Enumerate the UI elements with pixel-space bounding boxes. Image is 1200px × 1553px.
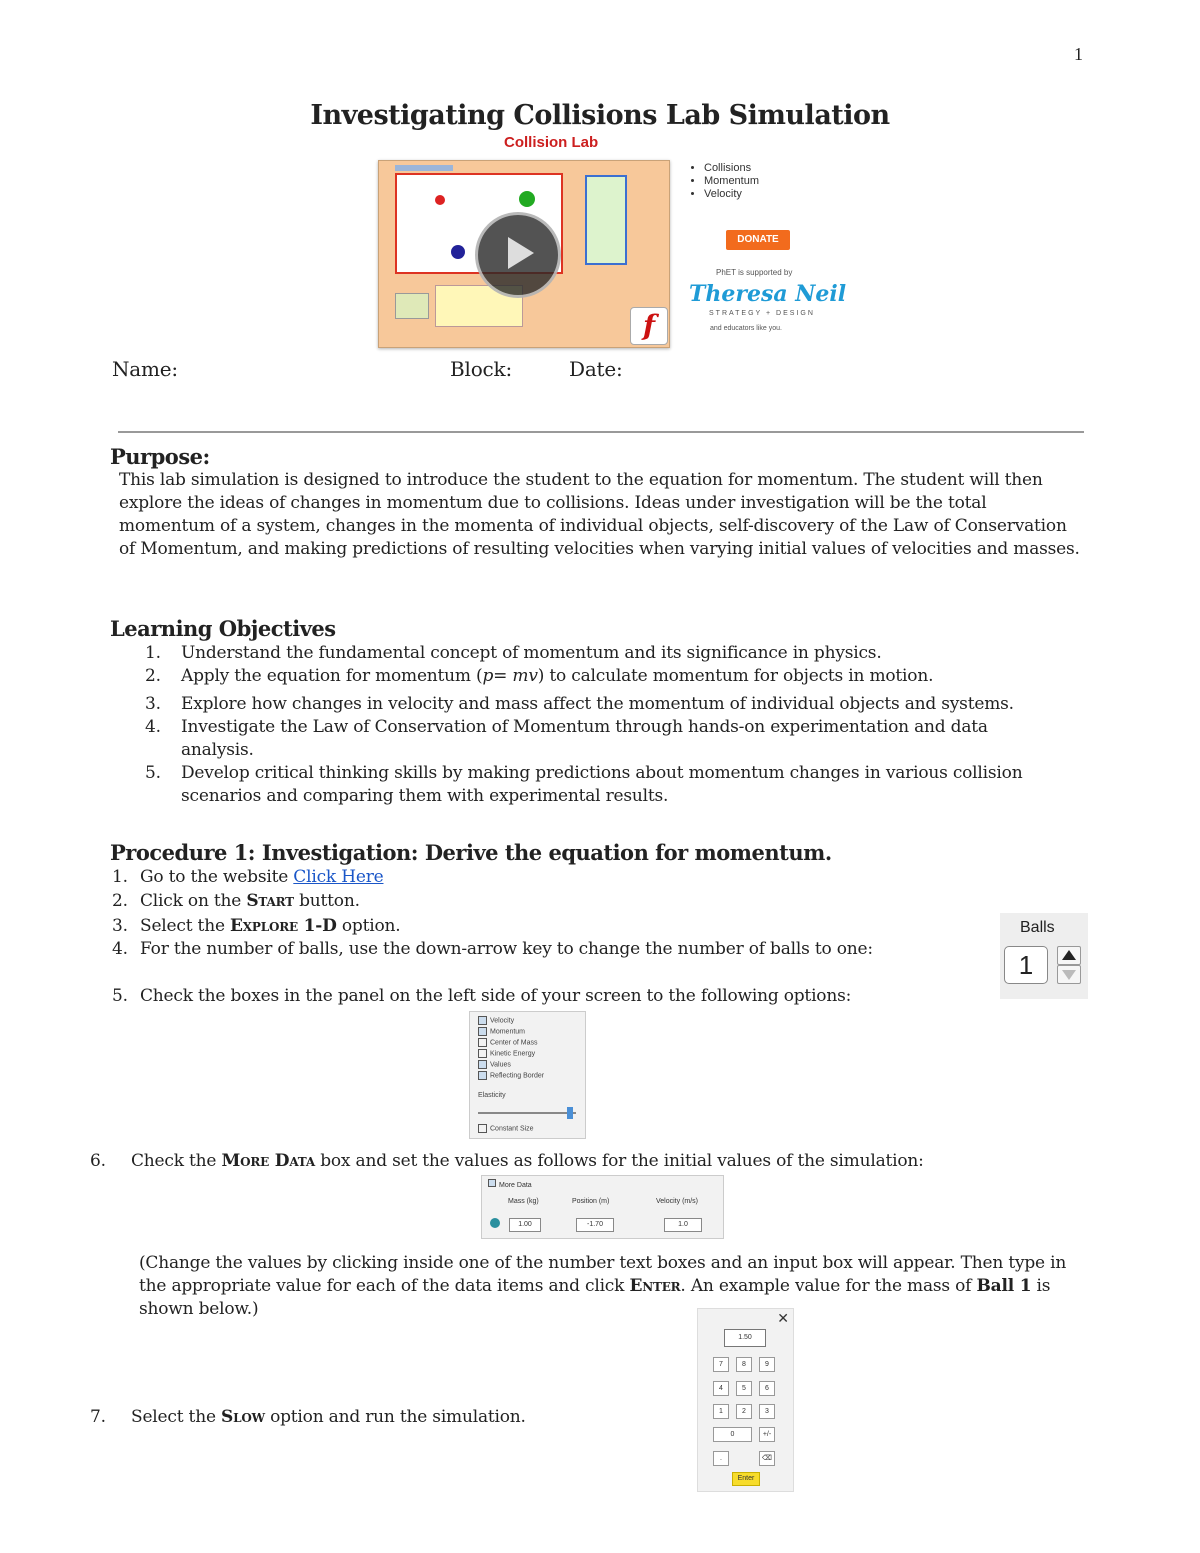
sponsor-tagline: STRATEGY + DESIGN xyxy=(709,310,815,317)
enter-button[interactable]: Enter xyxy=(732,1472,760,1486)
balls-label: Balls xyxy=(1020,919,1055,936)
video-play-button[interactable] xyxy=(475,212,561,298)
step-number: 7. xyxy=(90,1407,106,1427)
step-text: For the number of balls, use the down-arrow key to change the number of balls to one: xyxy=(140,939,873,959)
col-position: Position (m) xyxy=(572,1198,610,1205)
objective-text: Develop critical thinking skills by making predictions about momentum changes in various collision scenarios and comparing them with experimental results. xyxy=(181,763,1023,806)
sponsor-logo: Theresa Neil xyxy=(689,281,847,307)
sim-topics-list xyxy=(690,162,759,201)
sim-topic: • Velocity xyxy=(704,188,759,201)
options-panel-screenshot: Velocity Momentum Center of Mass Kinetic Energy Values Reflecting Border Elasticity Constant Size xyxy=(469,1011,586,1139)
step-number: 4. xyxy=(112,939,128,959)
objective-number: 5. xyxy=(145,763,161,783)
velocity-input[interactable]: 1.0 xyxy=(664,1218,702,1232)
close-icon[interactable]: ✕ xyxy=(777,1310,789,1326)
step-number: 6. xyxy=(90,1151,106,1171)
objective-number: 4. xyxy=(145,717,161,737)
keypad-key[interactable]: 5 xyxy=(736,1381,752,1396)
mass-input[interactable]: 1.00 xyxy=(509,1218,541,1232)
objective-number: 2. xyxy=(145,666,161,686)
keypad-key[interactable]: 2 xyxy=(736,1404,752,1419)
col-mass: Mass (kg) xyxy=(508,1198,539,1205)
more-data-panel xyxy=(481,1175,724,1239)
keypad-key[interactable]: +/- xyxy=(759,1427,775,1442)
step-number: 1. xyxy=(112,867,128,887)
keypad-key[interactable]: 4 xyxy=(713,1381,729,1396)
step-text: Go to the website Click Here xyxy=(140,867,384,887)
block-label: Block: xyxy=(450,357,512,381)
backspace-icon[interactable]: ⌫ xyxy=(759,1451,775,1466)
keypad-key[interactable]: 7 xyxy=(713,1357,729,1372)
objective-text: Explore how changes in velocity and mass affect the momentum of individual objects and systems. xyxy=(181,694,1014,714)
divider xyxy=(118,431,1084,433)
step-text: Check the boxes in the panel on the left side of your screen to the following options: xyxy=(140,986,852,1006)
sim-video-thumbnail[interactable] xyxy=(378,160,670,348)
objective-number: 1. xyxy=(145,643,161,663)
step-text: Check the More Data box and set the values as follows for the initial values of the simulation: xyxy=(131,1151,924,1171)
page-title: Investigating Collisions Lab Simulation xyxy=(310,100,890,131)
balls-count-input[interactable]: 1 xyxy=(1004,946,1048,984)
objective-text: Understand the fundamental concept of momentum and its significance in physics. xyxy=(181,643,882,663)
keypad-key[interactable]: 9 xyxy=(759,1357,775,1372)
keypad-key[interactable]: 8 xyxy=(736,1357,752,1372)
step-number: 5. xyxy=(112,986,128,1006)
objective-text: Apply the equation for momentum (p= mv) to calculate momentum for objects in motion. xyxy=(181,666,934,686)
flash-logo-icon: f xyxy=(630,307,668,345)
objective-text: Investigate the Law of Conservation of Momentum through hands-on experimentation and data analysis. xyxy=(181,717,988,760)
procedure-heading: Procedure 1: Investigation: Derive the equation for momentum. xyxy=(110,840,832,865)
keypad-key[interactable]: . xyxy=(713,1451,729,1466)
step-text: Select the Explore 1-D option. xyxy=(140,916,401,936)
keypad-key[interactable]: 0 xyxy=(713,1427,752,1442)
objectives-heading: Learning Objectives xyxy=(110,616,336,641)
sim-topic: • Momentum xyxy=(704,175,759,188)
sponsor-thanks: and educators like you. xyxy=(710,325,782,332)
donate-button[interactable]: DONATE xyxy=(726,230,790,250)
sim-topic: • Collisions xyxy=(704,162,759,175)
purpose-heading: Purpose: xyxy=(110,444,210,469)
momentum-formula: p= mv xyxy=(482,666,538,686)
more-data-checkbox-label: More Data xyxy=(499,1182,532,1189)
step-text: Click on the Start button. xyxy=(140,891,360,911)
page-number: 1 xyxy=(1074,44,1083,64)
step-number: 2. xyxy=(112,891,128,911)
name-label: Name: xyxy=(112,357,178,381)
step-note: (Change the values by clicking inside one of the number text boxes and an input box will appear. Then type in the appropriate value for each of the data items and click Enter. An example value for the mass of Ball 1 is shown below.) xyxy=(139,1253,1067,1319)
date-label: Date: xyxy=(569,357,623,381)
sim-app-title: Collision Lab xyxy=(504,134,599,151)
sim-control-panel xyxy=(585,175,627,265)
step-number: 3. xyxy=(112,916,128,936)
keypad-key[interactable]: 6 xyxy=(759,1381,775,1396)
keypad-screenshot xyxy=(697,1308,794,1492)
supported-by-text: PhET is supported by xyxy=(716,268,793,277)
arrow-up-icon[interactable] xyxy=(1057,946,1081,965)
objective-number: 3. xyxy=(145,694,161,714)
col-velocity: Velocity (m/s) xyxy=(656,1198,699,1205)
keypad-key[interactable]: 3 xyxy=(759,1404,775,1419)
purpose-text: This lab simulation is designed to introduce the student to the equation for momentum. The student will then explore the ideas of changes in momentum due to collisions. Ideas under investigation will be the total momentum of a system, changes in the momenta of individual objects, self-discovery of the Law of Conservation of Momentum, and making predictions of resulting velocities when varying initial values of velocities and masses. xyxy=(119,470,1080,559)
balls-widget xyxy=(1000,913,1088,999)
position-input[interactable]: -1.70 xyxy=(576,1218,614,1232)
step-text: Select the Slow option and run the simulation. xyxy=(131,1407,526,1427)
arrow-down-icon[interactable] xyxy=(1057,965,1081,984)
keypad-display: 1.50 xyxy=(724,1329,766,1347)
keypad-key[interactable]: 1 xyxy=(713,1404,729,1419)
website-link[interactable]: Click Here xyxy=(293,867,384,887)
